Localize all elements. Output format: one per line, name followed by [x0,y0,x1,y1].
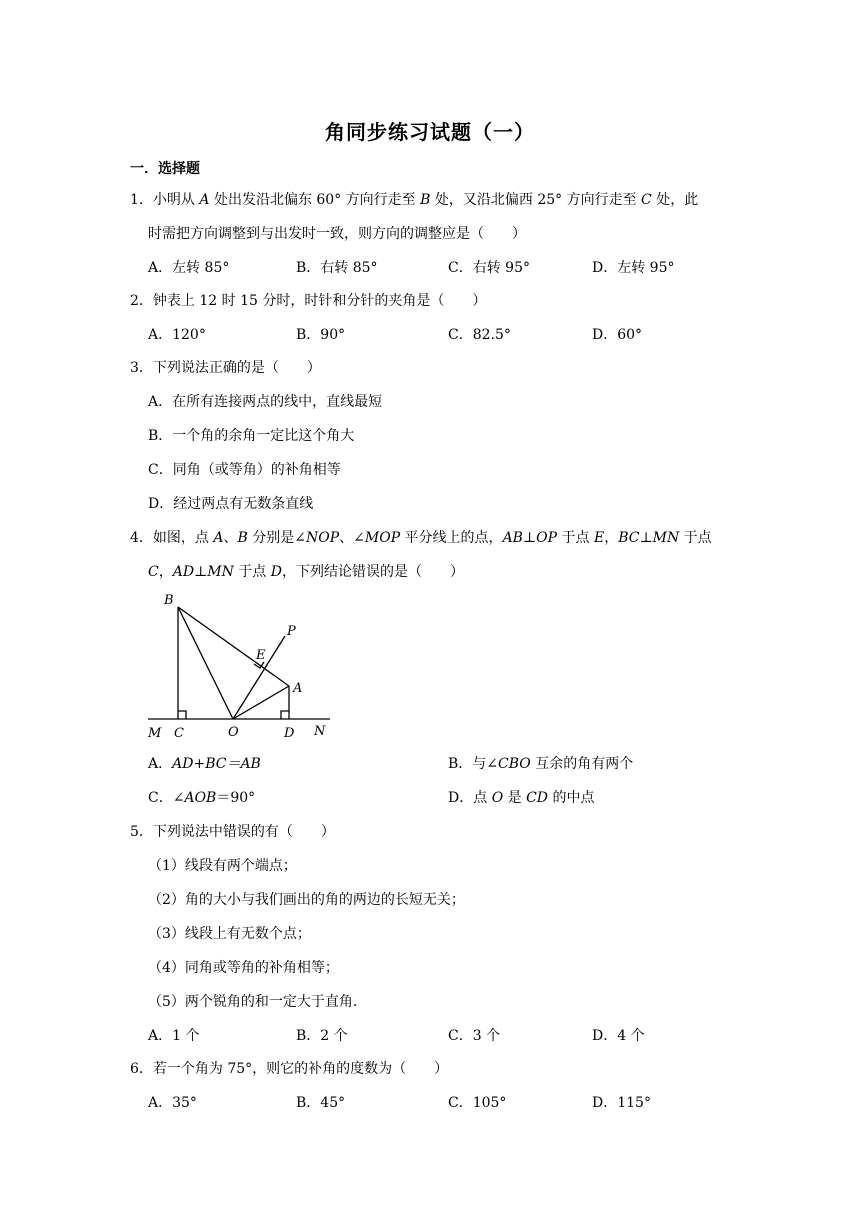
text: 互余的角有两个 [530,756,634,772]
question-5-stem: 5．下列说法中错误的有（ ） [130,824,335,840]
text: ⊥ [522,530,537,546]
point-label: O [491,790,504,806]
q2-option-d: D．60° [592,327,643,343]
q2-option-b: B．90° [296,327,346,343]
q3-option-b: B．一个角的余角一定比这个角大 [148,428,355,444]
q5-statement-2: （2）角的大小与我们画出的角的两边的长短无关； [148,892,465,908]
text: ，下列结论错误的是（ ） [281,564,464,580]
segment-label: MN [207,564,234,580]
question-1-line-1 [130,190,698,210]
label-m: M [148,726,162,741]
text: 、∠ [339,530,365,546]
q3-option-c: C．同角（或等角）的补角相等 [148,462,341,478]
segment-label: AD [172,564,195,580]
point-label: B [420,192,431,208]
text: ， [158,564,173,580]
question-1-line-2: 时需把方向调整到与出发时一致，则方向的调整应是（ ） [148,226,526,242]
page-title: 角同步练习试题（一） [325,120,535,144]
point-label: A [199,192,210,208]
q1-option-b: B．右转 85° [296,260,378,276]
label-c: C [174,726,184,741]
segment-label: BC [618,530,640,546]
section-heading: 一．选择题 [130,161,200,177]
text: 小明从 [152,192,200,208]
q4-option-a [148,754,261,774]
q5-statement-1: （1）线段有两个端点； [148,858,297,874]
expression: AD+BC＝AB [172,756,261,772]
text: 处，又沿北偏西 25° 方向行走至 [430,192,642,208]
right-angle-mark-d [281,711,289,719]
point-label: C [148,564,159,580]
text: 是 [503,790,527,806]
q5-option-c: C．3 个 [448,1028,501,1044]
label-e: E [256,648,266,663]
segment-ba [178,607,289,686]
text: 于点 [233,564,271,580]
q3-option-a: A．在所有连接两点的线中，直线最短 [148,394,383,410]
question-number: 4． [130,530,153,546]
label-p: P [287,624,296,639]
q3-option-d: D．经过两点有无数条直线 [148,496,314,512]
segment-label: CD [526,790,549,806]
segment-bo [178,607,233,719]
q2-option-a: A．120° [148,327,206,343]
segment-label: MN [652,530,680,546]
label-a: A [293,681,303,696]
label-o: O [228,725,239,740]
q6-option-b: B．45° [296,1095,346,1111]
question-4-line-2 [148,562,464,582]
q1-option-a: A．左转 85° [148,260,230,276]
q4-option-d [448,788,594,808]
q2-option-c: C．82.5° [448,327,511,343]
text: A． [148,756,173,772]
text: ， [604,530,619,546]
question-2-stem: 2．钟表上 12 时 15 分时，时针和分针的夹角是（ ） [130,293,487,309]
q4-option-b [448,754,633,774]
segment-label: AB [502,530,523,546]
text: B．与∠ [448,756,499,772]
text: 如图，点 [152,530,214,546]
q4-option-c [148,788,255,808]
q6-option-d: D．115° [592,1095,651,1111]
geometry-figure [144,590,344,742]
text: 于点 [679,530,712,546]
question-6-stem: 6．若一个角为 75°，则它的补角的度数为（ ） [130,1061,449,1077]
text: 平分线上的点， [400,530,503,546]
angle-label: MOP [364,530,401,546]
text: 处出发沿北偏东 60° 方向行走至 [209,192,421,208]
question-number: 1． [130,192,153,208]
q5-statement-4: （4）同角或等角的补角相等； [148,960,339,976]
q5-statement-3: （3）线段上有无数个点； [148,926,311,942]
q5-option-a: A．1 个 [148,1028,200,1044]
text: C．∠ [148,790,185,806]
q5-option-b: B．2 个 [296,1028,348,1044]
q5-option-d: D．4 个 [592,1028,645,1044]
text: 处，此 [651,192,699,208]
q6-option-c: C．105° [448,1095,507,1111]
text: 的中点 [548,790,595,806]
point-label: D [270,564,282,580]
label-n: N [314,724,326,739]
text: ⊥ [194,564,208,580]
segment-label: OP [536,530,558,546]
text: ⊥ [639,530,653,546]
question-4-line-1 [130,528,712,548]
text: 于点 [557,530,594,546]
text: 、 [223,530,238,546]
angle-label: AOB [184,790,217,806]
right-angle-mark-c [178,711,186,719]
q5-statement-5: （5）两个锐角的和一定大于直角. [148,994,358,1010]
angle-label: NOP [305,530,340,546]
q1-option-c: C．右转 95° [448,260,530,276]
q6-option-a: A．35° [148,1095,197,1111]
angle-label: CBO [498,756,531,772]
point-label: A [213,530,224,546]
question-3-stem: 3．下列说法正确的是（ ） [130,360,321,376]
label-b: B [164,593,174,608]
point-label: B [237,530,248,546]
text: ＝90° [216,790,256,806]
point-label: C [641,192,652,208]
q1-option-d: D．左转 95° [592,260,675,276]
text: 分别是∠ [247,530,306,546]
point-label: E [593,530,605,546]
label-d: D [284,726,295,741]
text: D．点 [448,790,492,806]
